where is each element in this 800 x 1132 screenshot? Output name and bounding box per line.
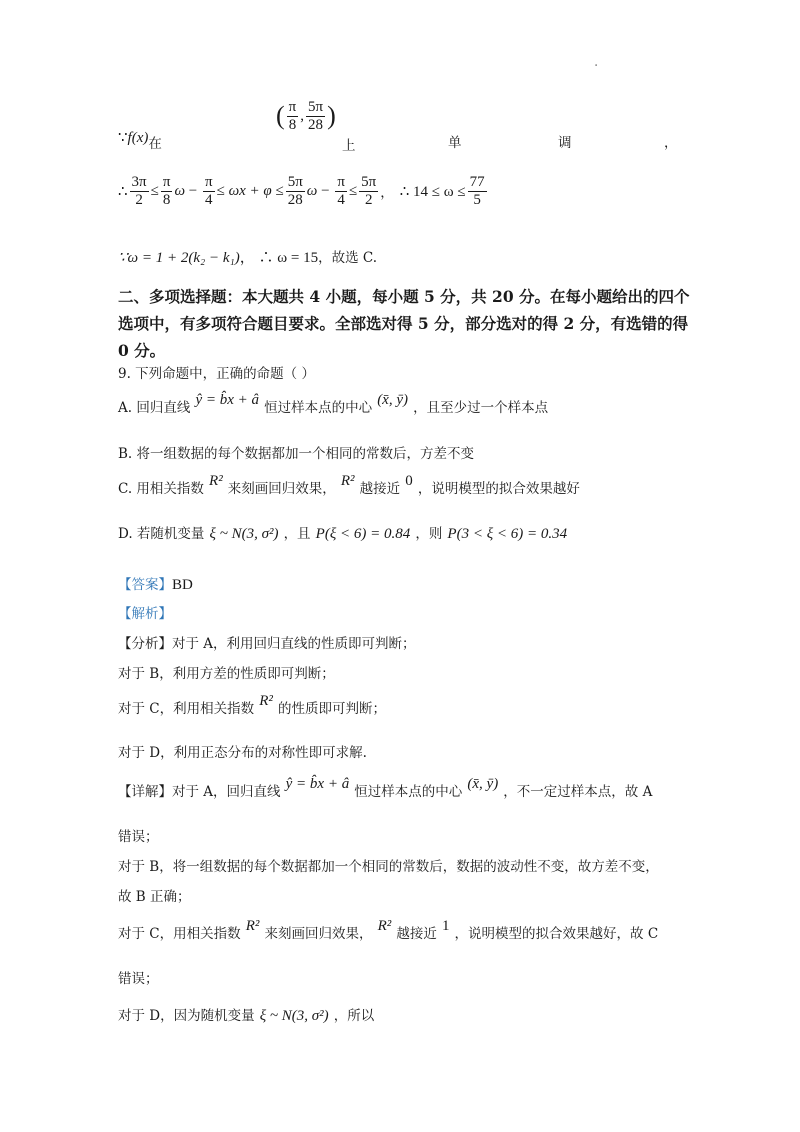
therefore-symbol: ∴ bbox=[118, 183, 128, 200]
analysis-b: 对于 B，利用方差的性质即可判断； bbox=[118, 666, 335, 682]
detail-b-line2: 故 B 正确； bbox=[118, 889, 191, 905]
solution-line-1 bbox=[118, 126, 162, 152]
option-d-prefix: D. 若随机变量 bbox=[118, 526, 205, 542]
question-9-stem: 9. 下列命题中，正确的命题（ ） bbox=[118, 366, 315, 382]
detail-normal-distribution: ξ ~ N(3, σ²) bbox=[259, 1008, 329, 1024]
analysis-label: 【解析】 bbox=[118, 606, 172, 622]
option-c-prefix: C. 用相关指数 bbox=[118, 481, 204, 497]
fraction-pi-8-b: $\frac{\pi}{8}$ bbox=[162, 174, 171, 208]
r-squared-b: R² bbox=[340, 473, 355, 489]
answer-line bbox=[118, 573, 193, 594]
option-c-tail: ，说明模型的拟合效果越好 bbox=[417, 481, 580, 497]
answer-label: 【答案】 bbox=[118, 577, 172, 593]
word-diao: 调 bbox=[558, 135, 572, 151]
fraction-5pi-2: $\frac{5\pi}{2}$ bbox=[361, 174, 377, 208]
detail-r-squared: R² bbox=[245, 918, 260, 934]
analysis-a bbox=[118, 632, 416, 652]
value-zero: 0 bbox=[405, 473, 413, 489]
omega-x-phi: ωx + φ ≤ bbox=[228, 182, 284, 199]
line-comma: ， bbox=[664, 135, 678, 151]
probability-1: P(ξ < 6) = 0.84 bbox=[315, 526, 411, 542]
option-c bbox=[118, 473, 580, 498]
option-d bbox=[118, 522, 567, 543]
section-heading: 二、多项选择题：本大题共 4 小题，每小题 5 分，共 20 分。在每小题给出的四个选项中，有多项符合题目要求。全部选对得 5 分，部分选对的得 2 分，有选错的得 0 分。 bbox=[118, 287, 690, 360]
detail-b-line1: 对于 B，将一组数据的每个数据都加一个相同的常数后，数据的波动性不变，故方差不变， bbox=[118, 859, 659, 875]
fraction-77-5: $\frac{77}{5}$ bbox=[469, 174, 485, 208]
fenxi-c-tail: 的性质即可判断； bbox=[277, 701, 386, 717]
analysis-d: 对于 D，利用正态分布的对称性即可求解. bbox=[118, 745, 367, 761]
detail-c-mid: 来刻画回归效果， bbox=[264, 926, 373, 942]
option-a bbox=[118, 392, 549, 417]
fenxi-a-text: 对于 A，利用回归直线的性质即可判断； bbox=[172, 636, 416, 652]
option-d-mid2: ，则 bbox=[415, 526, 443, 542]
fraction-pi-4-b: $\frac{\pi}{4}$ bbox=[337, 174, 345, 208]
fenxi-c-prefix: 对于 C，利用相关指数 bbox=[118, 701, 255, 717]
answer-value: BD bbox=[172, 577, 193, 593]
detail-a bbox=[118, 776, 653, 801]
detail-c-mid2: 越接近 bbox=[396, 926, 437, 942]
omega-range-left: ∴ 14 ≤ ω ≤ bbox=[399, 183, 466, 200]
detail-label: 【详解】 bbox=[118, 784, 172, 800]
because-symbol: ∵ bbox=[118, 130, 128, 146]
detail-sample-center: (x̄, ȳ) bbox=[467, 776, 499, 792]
separator-comma: ， bbox=[380, 185, 394, 201]
value-one: 1 bbox=[441, 918, 450, 934]
analysis-c bbox=[118, 693, 386, 718]
detail-a-prefix: 对于 A，回归直线 bbox=[172, 784, 281, 800]
detail-c bbox=[118, 918, 659, 943]
fenxi-label: 【分析】 bbox=[118, 636, 172, 652]
inequality-chain: ∴ $\frac{3\pi}{2}$ ≤ $\frac{\pi}{8}$ ω − $\frac{\pi}{4}$ ≤ ωx + φ ≤ $\frac{5\pi}{28}$ ω − $\frac{\pi}{4}$ ≤ $\frac{5\pi}{2}$ ， ∴ 14 ≤ ω ≤ $\frac{77}{5}$ bbox=[118, 174, 485, 208]
word-shang: 上 bbox=[342, 138, 356, 154]
corner-mark: · bbox=[594, 58, 599, 74]
probability-2: P(3 < ξ < 6) = 0.34 bbox=[447, 526, 568, 542]
fraction-5pi-28-b: $\frac{5\pi}{28}$ bbox=[287, 174, 303, 208]
fraction-pi-4: $\frac{\pi}{4}$ bbox=[205, 174, 213, 208]
option-a-mid: 恒过样本点的中心 bbox=[264, 400, 373, 416]
detail-a-tail: ，不一定过样本点，故 A bbox=[503, 784, 653, 800]
detail-d bbox=[118, 1004, 374, 1025]
option-c-mid: 来刻画回归效果， bbox=[227, 481, 336, 497]
option-a-prefix: A. 回归直线 bbox=[118, 400, 191, 416]
word-zai: 在 bbox=[148, 136, 162, 152]
word-dan: 单 bbox=[448, 135, 462, 151]
detail-c-wrong: 错误； bbox=[118, 971, 159, 987]
interval-expression: ( $\frac{\pi}{8}$ , $\frac{5\pi}{28}$ ) bbox=[276, 99, 336, 133]
solution-line-3 bbox=[118, 246, 377, 267]
omega-expression: ∵ω = 1 + 2(k₂ − k₁) bbox=[118, 250, 240, 266]
detail-c-tail: ，说明模型的拟合效果越好，故 C bbox=[454, 926, 659, 942]
detail-d-tail: ，所以 bbox=[333, 1008, 375, 1024]
detail-regression-formula: ŷ = b̂x + â bbox=[285, 776, 350, 792]
detail-c-prefix: 对于 C，用相关指数 bbox=[118, 926, 241, 942]
sample-center-point: (x̄, ȳ) bbox=[377, 392, 408, 408]
option-a-tail: ，且至少过一个样本点 bbox=[413, 400, 549, 416]
regression-formula: ŷ = b̂x + â bbox=[195, 392, 259, 408]
fraction-3pi-2: $\frac{3\pi}{2}$ bbox=[131, 174, 147, 208]
fraction-pi-8: $\frac{\pi}{8}$ bbox=[288, 99, 297, 133]
omega-result: ， ∴ ω = 15 bbox=[239, 250, 319, 266]
fenxi-r-squared: R² bbox=[259, 693, 273, 709]
choose-c-text: ，故选 C. bbox=[318, 250, 378, 266]
r-squared: R² bbox=[209, 473, 223, 489]
detail-a-mid: 恒过样本点的中心 bbox=[354, 784, 463, 800]
normal-distribution: ξ ~ N(3, σ²) bbox=[209, 526, 279, 542]
detail-a-wrong: 错误； bbox=[118, 829, 159, 845]
function-fx: f(x) bbox=[127, 130, 149, 146]
detail-d-prefix: 对于 D，因为随机变量 bbox=[118, 1008, 255, 1024]
detail-r-squared-b: R² bbox=[377, 918, 392, 934]
option-d-mid: ，且 bbox=[283, 526, 311, 542]
fraction-5pi-28: $\frac{5\pi}{28}$ bbox=[308, 99, 324, 133]
option-c-mid2: 越接近 bbox=[359, 481, 401, 497]
option-b: B. 将一组数据的每个数据都加一个相同的常数后，方差不变 bbox=[118, 446, 475, 462]
